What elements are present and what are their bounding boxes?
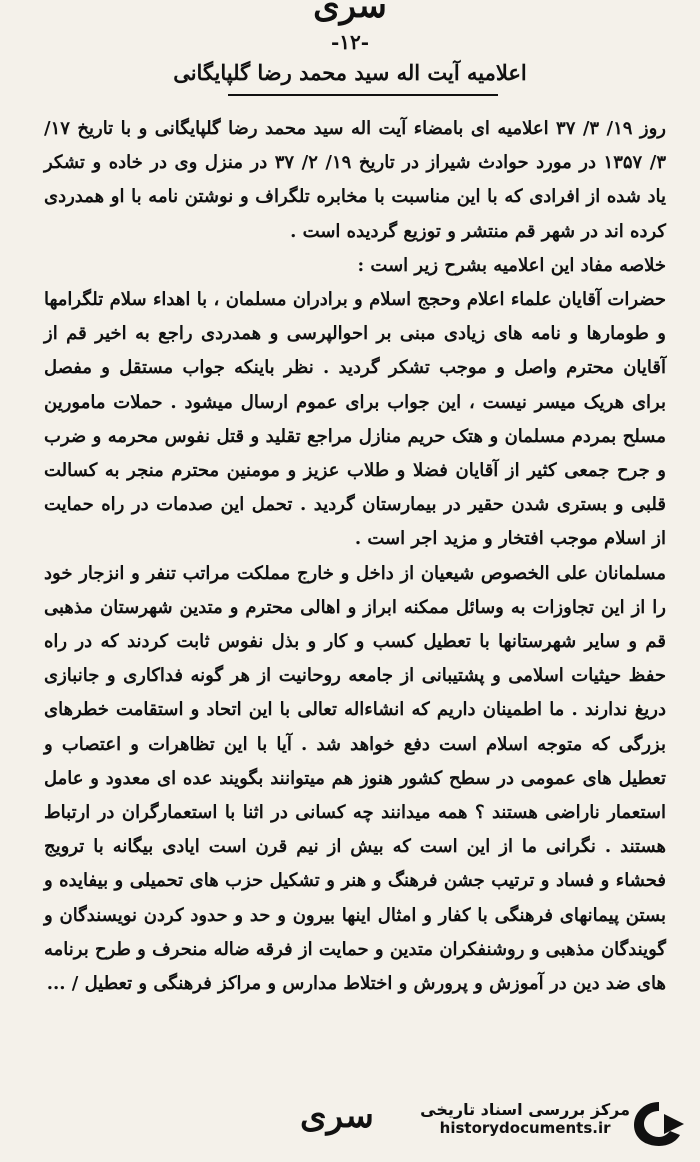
archive-logo-icon: [630, 1098, 688, 1150]
watermark: [420, 1100, 630, 1137]
classification-header: سری: [313, 0, 387, 26]
paragraph-summary-heading: خلاصه مفاد این اعلامیه بشرح زیر است :: [357, 254, 666, 276]
document-body: [44, 112, 666, 1001]
paragraph-main: مسلمانان علی الخصوص شیعیان از داخل و خارج مملکت مراتب تنفر و انزجار خود را از این تجاوزات به وسائل ممکنه ابراز و اهالی محترم و متدین شهرستان مذهبی قم و سایر شهرستانها با تعطیل کسب و کار و بذل نفوس ثابت کردند که در راه حفظ حیثیات اسلامی و پشتیبانی از جامعه روحانیت از هر گونه فداکاری و جانبازی دریغ ندارند . ما اطمینان داریم که انشاءاله تعالی با این اتحاد و استقامت خطرهای بزرگی که متوجه اسلام است دفع خواهد شد . آیا با این تظاهرات و اعتصاب و تعطیل های عمومی در سطح کشور هنوز هم میتوانند بگویند عده ای معدود و عامل استعمار ناراضی هستند ؟ همه میدانند چه کسانی در اثنا با استعمارگران در ارتباط هستند . نگرانی ما از این است که بیش از نیم قرن است ایادی بیگانه با ترویج فحشاء و فساد و ترتیب جشن فرهنگ و هنر و تشکیل حزب های تحمیلی و بیفایده و بستن پیمانهای فرهنگی با کفار و امثال اینها بیرون و حد و حدود کردن نویسندگان و گویندگان مذهبی و روشنفکران متدین و حمایت از فرقه ضاله منحرف و طرح برنامه های ضد دین در آموزش و پرورش و اختلاط مدارس و مراکز فرهنگی و تعطیل / ...: [44, 562, 667, 995]
document-title: اعلامیه آیت اله سید محمد رضا گلپایگانی: [173, 60, 527, 85]
paragraph-salutation: حضرات آقایان علماء اعلام وحجج اسلام و برادران مسلمان ، با اهداء سلام تلگرامها و طومارها و نامه های زیادی مبنی بر احوالپرسی و همدردی راجع به اخیر قم از آقایان محترم واصل و موجب تشکر گردید . نظر باینکه جواب مستقل و مفصل برای هریک میسر نیست ، این جواب برای عموم ارسال میشود . حملات مامورین مسلح بمردم مسلمان و هتک حریم منازل مراجع تقلید و قتل نفوس محرمه و ضرب و جرح جمعی کثیر از آقایان فضلا و طلاب عزیز و مومنین محترم منجر به کسالت قلبی و بستری شدن حقیر در بیمارستان گردید . تحمل این صدمات در راه حمایت از اسلام موجب افتخار و مزید اجر است .: [44, 289, 666, 550]
watermark-name: مرکز بررسی اسناد تاریخی: [420, 1100, 630, 1119]
title-underline: [228, 94, 498, 96]
watermark-url: historydocuments.ir: [439, 1119, 611, 1137]
page-number: -۱۲-: [330, 30, 370, 54]
classification-footer: سری: [300, 1096, 374, 1136]
paragraph-intro: روز ۱۹/ ۳/ ۳۷ اعلامیه ای بامضاء آیت اله سید محمد رضا گلپایگانی و با تاریخ ۱۷/ ۳/ ۱۳۵۷ در مورد حوادث شیراز در تاریخ ۱۹/ ۲/ ۳۷ در منزل وی در خاده و تشکر یاد شده از افرادی که با این مناسبت با مخابره تلگراف و نوشتن نامه با او همدردی کرده اند در شهر قم منتشر و توزیع گردیده است .: [44, 118, 667, 242]
